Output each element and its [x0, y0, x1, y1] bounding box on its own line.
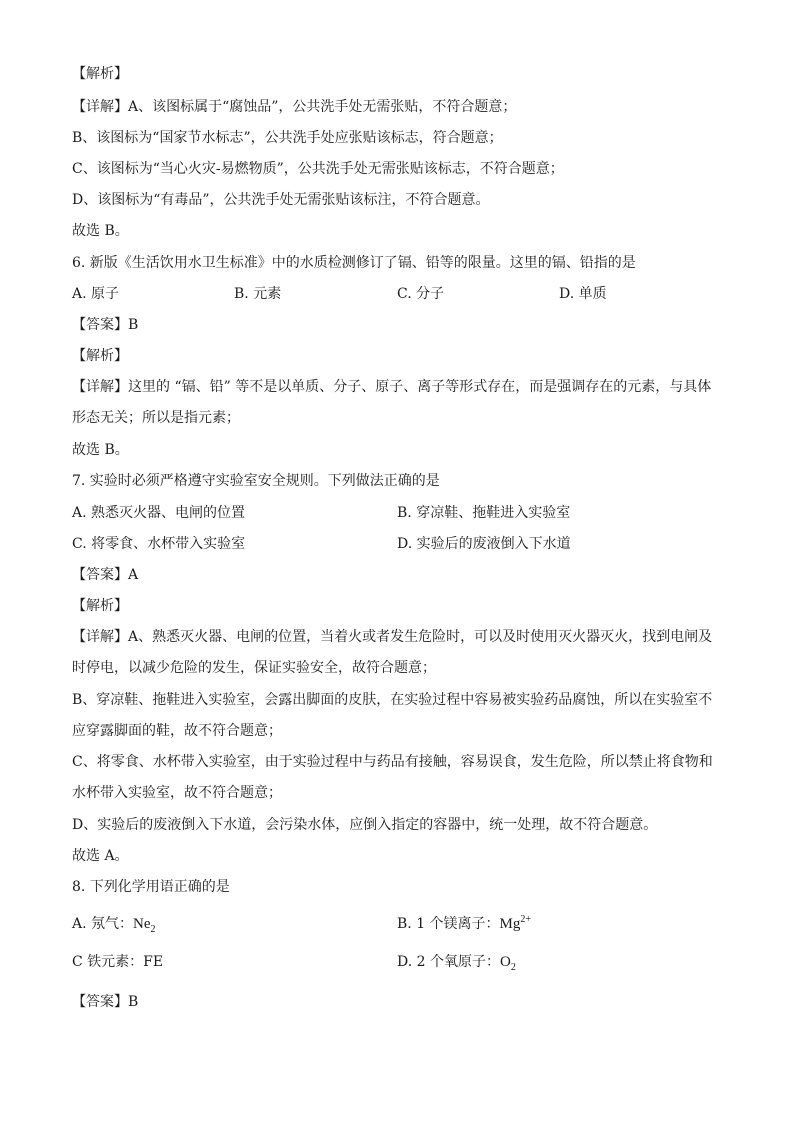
q5-detail-c: C、该图标为“当心火灾-易燃物质”，公共洗手处无需张贴该标志，不符合题意；: [72, 161, 564, 177]
q7-detail-b-line-2: 应穿露脚面的鞋，故不符合题意；: [72, 723, 282, 739]
q5-analysis-label: 【解析】: [72, 66, 128, 82]
q6-option-d: D. 单质: [559, 286, 607, 302]
q8-option-a-label: A. 氖气：: [72, 916, 134, 932]
q8-option-d-label: D. 2 个氧原子：: [397, 954, 500, 970]
q8-option-b-label: B. 1 个镁离子：: [397, 916, 500, 932]
q7-answer: 【答案】A: [72, 567, 139, 583]
q7-option-a: A. 熟悉灭火器、电闸的位置: [72, 505, 246, 521]
q7-option-c: C. 将零食、水杯带入实验室: [72, 536, 246, 552]
q7-detail-a-line-1: 【详解】A、熟悉灭火器、电闸的位置，当着火或者发生危险时，可以及时使用灭火器灭火，找到电闸及: [72, 629, 713, 645]
q8-option-b-formula: $Mg^{2+}$: [499, 914, 532, 932]
q5-choice: 故选 B。: [72, 223, 129, 239]
q5-detail-d: D、该图标为“有毒品”，公共洗手处无需张贴该标注，不符合题意。: [72, 192, 490, 208]
q7-analysis-label: 【解析】: [72, 598, 128, 614]
q6-option-c: C. 分子: [397, 286, 445, 302]
q7-choice: 故选 A。: [72, 848, 129, 864]
q8-option-d: [397, 952, 516, 972]
q8-option-b: [397, 914, 531, 934]
q6-answer: 【答案】B: [72, 317, 139, 333]
q8-option-c: C 铁元素：FE: [72, 954, 164, 970]
q6-option-a: A. 原子: [72, 286, 120, 302]
q5-detail-a: 【详解】A、该图标属于“腐蚀品”，公共洗手处无需张贴，不符合题意；: [72, 99, 517, 115]
q7-detail-c-line-2: 水杯带入实验室，故不符合题意；: [72, 785, 282, 801]
q8-stem: 8. 下列化学用语正确的是: [72, 879, 230, 895]
q6-detail-line-2: 形态无关；所以是指元素；: [72, 410, 240, 426]
q7-stem: 7. 实验时必须严格遵守实验室安全规则。下列做法正确的是: [72, 473, 440, 489]
q8-option-a-formula: $Ne_2$: [133, 916, 156, 935]
q7-option-d: D. 实验后的废液倒入下水道: [397, 536, 571, 552]
q5-detail-b: B、该图标为“国家节水标志”，公共洗手处应张贴该标志，符合题意；: [72, 130, 503, 146]
q6-detail-line-1: 【详解】这里的 “镉、铅” 等不是以单质、分子、原子、离子等形式存在，而是强调存在的元素，与具体: [72, 379, 712, 395]
q8-answer: 【答案】B: [72, 994, 139, 1010]
q7-detail-a-line-2: 时停电，以减少危险的发生，保证实验安全，故符合题意；: [72, 660, 436, 676]
q7-option-b: B. 穿凉鞋、拖鞋进入实验室: [397, 505, 571, 521]
q8-option-a: [72, 914, 156, 934]
q7-detail-c-line-1: C、将零食、水杯带入实验室，由于实验过程中与药品有接触，容易误食，发生危险，所以禁止将食物和: [72, 754, 713, 770]
q7-detail-b-line-1: B、穿凉鞋、拖鞋进入实验室，会露出脚面的皮肤，在实验过程中容易被实验药品腐蚀，所以在实验室不: [72, 692, 713, 708]
q7-detail-d: D、实验后的废液倒入下水道，会污染水体，应倒入指定的容器中，统一处理，故不符合题意。: [72, 817, 658, 833]
q8-option-d-formula: $O_2$: [499, 954, 516, 973]
q6-choice: 故选 B。: [72, 442, 129, 458]
q6-option-b: B. 元素: [234, 286, 282, 302]
q6-stem: 6. 新版《生活饮用水卫生标准》中的水质检测修订了镉、铅等的限量。这里的镉、铅指的是: [72, 255, 636, 271]
q6-analysis-label: 【解析】: [72, 348, 128, 364]
